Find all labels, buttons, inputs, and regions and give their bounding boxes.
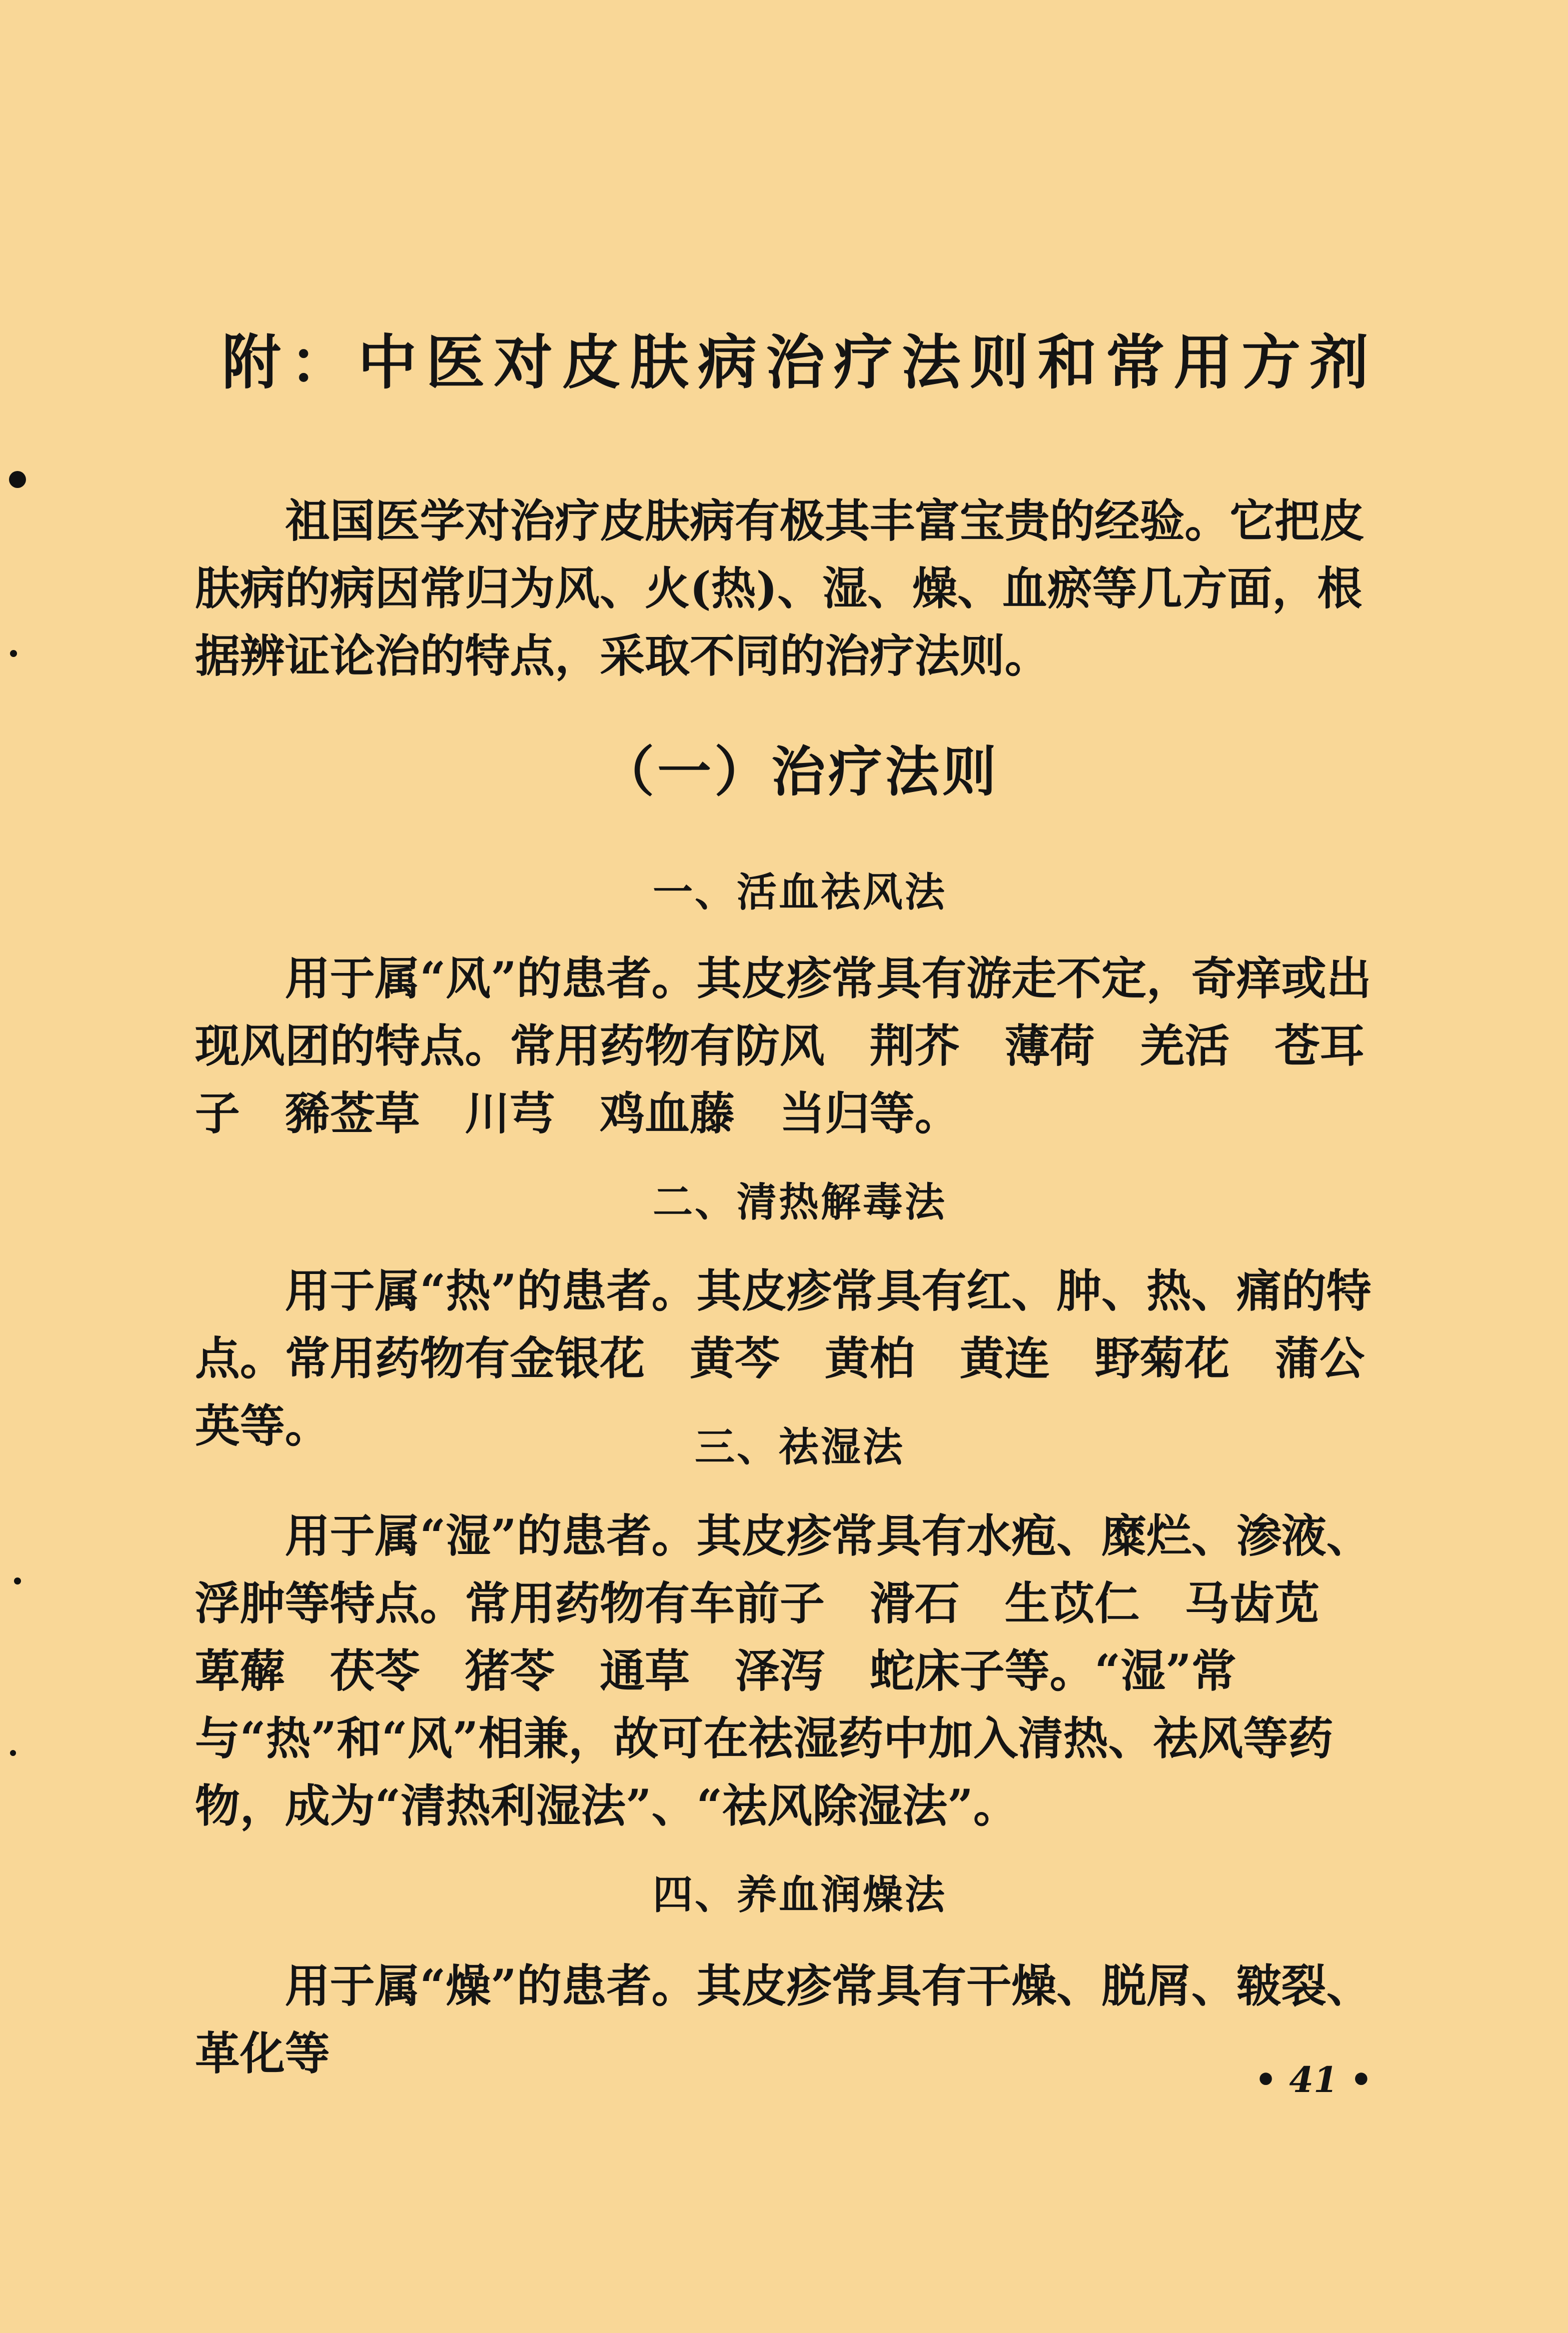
page-title: 附：中医对皮肤病治疗法则和常用方剂 (221, 328, 1378, 397)
method-text-2: 用于属“热”的患者。其皮疹常具有红、肿、热、痛的特点。常用药物有金银花 黄芩 黄柏 黄连 野菊花 蒲公英等。 (195, 1264, 1372, 1452)
method-text-3: 用于属“湿”的患者。其皮疹常具有水疱、糜烂、渗液、浮肿等特点。常用药物有车前子 滑石 生苡仁 马齿苋 萆薢 茯苓 猪苓 通草 泽泻 蛇床子等。“湿”常与“热”和“风”相兼，故可在祛湿药中加入清热、祛风等药物，成为“清热利湿法”、“祛风除湿法”。 (195, 1510, 1372, 1832)
method-heading-3: 三、祛湿法 (695, 1424, 905, 1470)
method-text-4: 用于属“燥”的患者。其皮疹常具有干燥、脱屑、皲裂、革化等 (195, 1960, 1372, 2080)
section-heading: （一）治疗法则 (600, 741, 999, 804)
method-heading-2: 二、清热解毒法 (653, 1179, 947, 1226)
method-heading-4: 四、养血润燥法 (653, 1872, 947, 1918)
method-text-1: 用于属“风”的患者。其皮疹常具有游走不定，奇痒或出现风团的特点。常用药物有防风 荆芥 薄荷 羌活 苍耳子 豨莶草 川芎 鸡血藤 当归等。 (195, 952, 1372, 1140)
margin-dot-mark (9, 471, 26, 488)
intro-paragraph: 祖国医学对治疗皮肤病有极其丰富宝贵的经验。它把皮肤病的病因常归为风、火(热)、湿、燥、血瘀等几方面，根据辨证论治的特点，采取不同的治疗法则。 (195, 494, 1365, 682)
page-number: • 41 • (1255, 2059, 1373, 2100)
method-heading-1: 一、活血祛风法 (653, 869, 947, 916)
margin-dot-mark (10, 650, 17, 657)
document-page (195, 0, 1405, 2333)
margin-dot-mark (10, 1750, 16, 1756)
margin-dot-mark (14, 1578, 21, 1584)
